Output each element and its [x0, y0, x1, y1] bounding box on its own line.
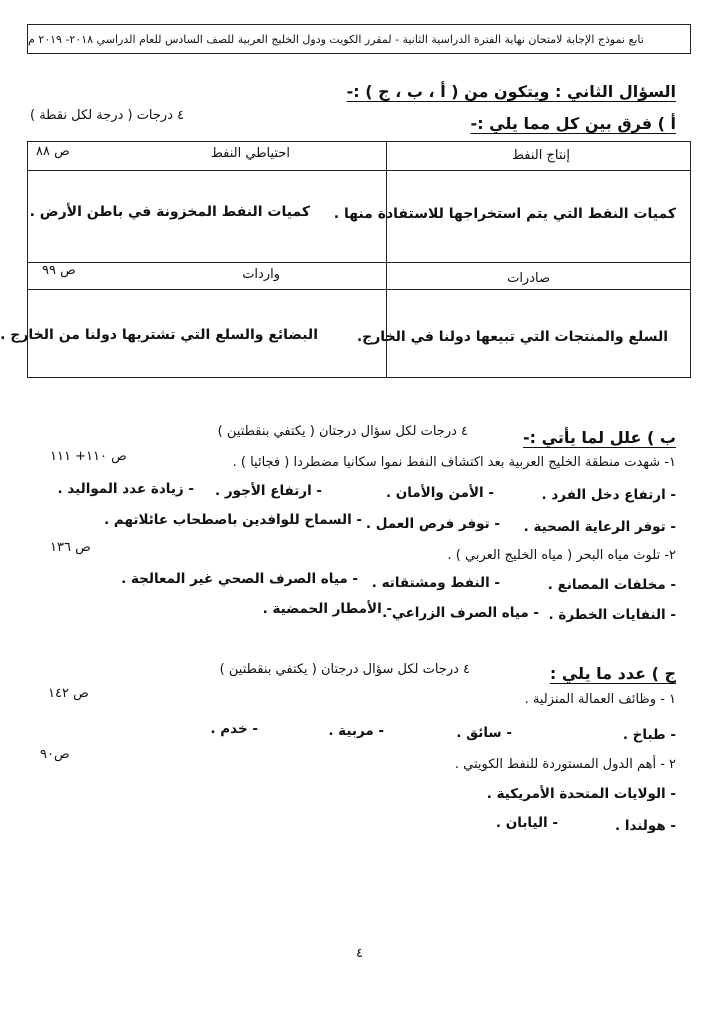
answer-item: - هولندا .	[615, 818, 676, 834]
table-divider	[28, 289, 690, 290]
header-text: تابع نموذج الإجابة لامتحان نهاية الفترة الدراسية الثانية - لمقرر الكويت ودول الخليج العربية للصف السادس للعام الدراسي ٢٠١٨- ٢٠١٩ م	[28, 32, 644, 46]
page-number: ٤	[356, 946, 363, 961]
exports-label: صادرات	[507, 271, 550, 286]
part-b-heading: ب ) علل لما يأتي :-	[523, 428, 676, 447]
part-a-heading: أ ) فرق بين كل مما يلي :-	[470, 114, 676, 133]
oil-reserve-label: احتياطي النفط	[210, 146, 290, 161]
oil-production-label: إنتاج النفط	[511, 148, 570, 163]
answer-item: - توفر الرعاية الصحية .	[523, 519, 676, 535]
answer-item: - الأمن والأمان .	[385, 485, 494, 501]
part-c-question-1: ١ - وظائف العمالة المنزلية .	[524, 692, 676, 707]
page-reference: ص ٨٨	[36, 144, 70, 159]
answer-item: - مربية .	[328, 723, 384, 739]
part-c-question-2: ٢ - أهم الدول المستوردة للنفط الكويتي .	[454, 757, 676, 772]
part-c-heading: ج ) عدد ما يلي :	[549, 664, 676, 683]
oil-reserve-definition: كميات النفط المخزونة في باطن الأرض .	[29, 204, 310, 220]
answer-item: - الأمطار الحمضية .	[262, 601, 392, 617]
part-c-marks: ٤ درجات لكل سؤال درجتان ( يكتفي بنقطتين )	[219, 662, 470, 677]
part-b-question-1: ١- شهدت منطقة الخليج العربية بعد اكتشاف النفط نموا سكانيا مضطردا ( فجائيا ) .	[232, 455, 676, 470]
page-reference: ص ١٤٢	[48, 686, 89, 701]
comparison-table	[0, 141, 691, 378]
answer-item: - النفط ومشتقاته .	[371, 575, 500, 591]
answer-item: - مخلفات المصانع .	[547, 577, 676, 593]
answer-item: - مياه الصرف الصحي غير المعالجة .	[121, 571, 358, 587]
page-reference: ص ١٣٦	[50, 540, 91, 555]
page-reference: ص ٩٩	[42, 263, 76, 278]
answer-item: - مياه الصرف الزراعي .	[382, 605, 539, 621]
question-2-title: السؤال الثاني : ويتكون من ( أ ، ب ، ج ) :-	[346, 82, 676, 101]
header-box	[27, 24, 691, 54]
answer-item: - اليابان .	[495, 815, 558, 831]
answer-item: - ارتفاع الأجور .	[215, 483, 322, 499]
exports-definition: السلع والمنتجات التي تبيعها دولنا في الخارج.	[356, 329, 668, 345]
oil-production-definition: كميات النفط التي يتم استخراجها للاستفادة منها .	[333, 206, 676, 222]
table-divider	[28, 170, 690, 171]
table-divider	[28, 262, 690, 263]
part-b-marks: ٤ درجات لكل سؤال درجتان ( يكتفي بنقطتين )	[217, 424, 468, 439]
answer-item: - السماح للوافدين باصطحاب عائلاتهم .	[104, 512, 362, 528]
answer-item: - سائق .	[456, 725, 512, 741]
part-b-question-2: ٢- تلوث مياه البحر ( مياه الخليج العربي ) .	[447, 548, 676, 563]
part-a-marks: ٤ درجات ( درجة لكل نقطة )	[30, 108, 185, 123]
answer-item: - توفر فرص العمل .	[365, 516, 500, 532]
answer-item: - خدم .	[210, 721, 258, 737]
page-reference: ص٩٠	[40, 747, 70, 762]
imports-label: واردات	[242, 267, 280, 282]
answer-item: - زيادة عدد المواليد .	[57, 481, 194, 497]
answer-item: - النفايات الخطرة .	[548, 607, 676, 623]
page-reference: ص ١١٠+ ١١١	[50, 449, 127, 464]
answer-item: - طباخ .	[622, 727, 676, 743]
imports-definition: البضائع والسلع التي تشتريها دولنا من الخارج .	[0, 327, 318, 343]
answer-item: - الولايات المتحدة الأمريكية .	[486, 786, 676, 802]
answer-item: - ارتفاع دخل الفرد .	[541, 487, 676, 503]
